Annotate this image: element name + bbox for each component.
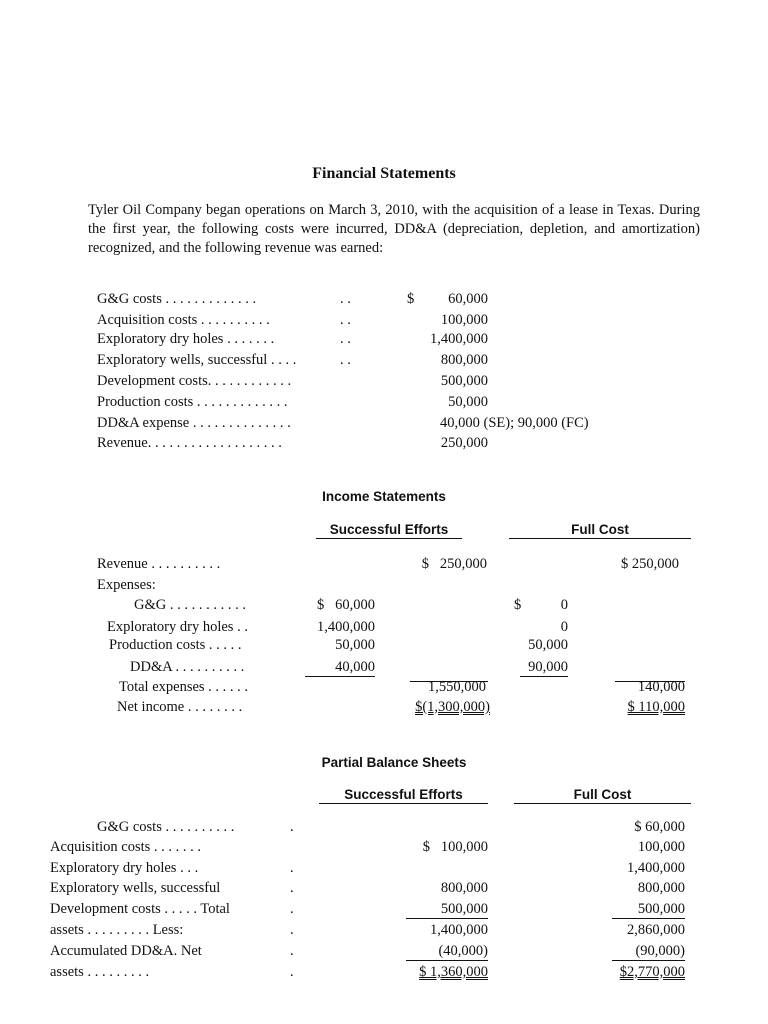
cost-label: Revenue. . . . . . . . . . . . . . . . . . . [97, 435, 282, 451]
total-expenses-fc: 140,000 [637, 679, 685, 695]
expense-fc-dollar: $ [514, 597, 522, 613]
net-income-label: Net income . . . . . . . . [117, 699, 243, 715]
cost-mark: . . [340, 312, 351, 328]
expense-fc: 50,000 [528, 637, 568, 653]
cost-value: 40,000 (SE); 90,000 (FC) [440, 415, 589, 431]
balance-se: $ 1,360,000 [419, 964, 488, 980]
balance-se: 500,000 [440, 901, 488, 917]
revenue-label: Revenue . . . . . . . . . . [97, 556, 221, 572]
expense-se: 40,000 [335, 659, 375, 675]
balance-heading: Partial Balance Sheets [321, 755, 467, 770]
balance-se: $ 100,000 [422, 839, 488, 855]
cost-value: 1,400,000 [430, 331, 488, 347]
income-heading: Income Statements [322, 489, 446, 504]
balance-col-se: Successful Efforts [344, 787, 463, 802]
expenses-label: Expenses: [97, 577, 156, 593]
cost-value: 100,000 [440, 312, 488, 328]
net-income-se: $(1,300,000) [415, 699, 490, 715]
income-col-fc: Full Cost [571, 522, 629, 537]
net-income-fc: $ 110,000 [627, 699, 685, 715]
balance-se: (40,000) [438, 943, 488, 959]
balance-dot: . [290, 943, 294, 959]
balance-fc: 1,400,000 [627, 860, 685, 876]
dev-se-rule [406, 918, 488, 919]
cost-mark: . . [340, 331, 351, 347]
balance-dot: . [290, 880, 294, 896]
total-expenses-se: 1,550,000 [428, 679, 486, 695]
balance-se: 1,400,000 [430, 922, 488, 938]
cost-value: 500,000 [440, 373, 488, 389]
page-title: Financial Statements [312, 165, 456, 182]
expense-fc: 90,000 [528, 659, 568, 675]
balance-label: Exploratory dry holes . . . [50, 860, 199, 876]
expense-fc: 0 [560, 597, 568, 613]
dda-se-rule [305, 676, 375, 677]
balance-fc: 800,000 [637, 880, 685, 896]
cost-label: Exploratory dry holes . . . . . . . [97, 331, 275, 347]
dev-fc-rule [612, 918, 685, 919]
balance-dot: . [290, 901, 294, 917]
cost-label: DD&A expense . . . . . . . . . . . . . . [97, 415, 291, 431]
expense-se: $ 60,000 [317, 597, 375, 613]
cost-label: Production costs . . . . . . . . . . . . . [97, 394, 288, 410]
cost-value: 50,000 [448, 394, 488, 410]
balance-col-se-rule [319, 803, 488, 804]
balance-dot: . [290, 860, 294, 876]
cost-value: 60,000 [448, 291, 488, 307]
revenue-se: $ 250,000 [421, 556, 487, 572]
cost-label: G&G costs . . . . . . . . . . . . . [97, 291, 257, 307]
intro-paragraph: Tyler Oil Company began operations on March 3, 2010, with the acquisition of a lease in Texas. During the first year, the following costs were incurred, DD&A (depreciation, depletion, and amortization) recognized, and the following revenue was earned: [88, 202, 700, 256]
cost-mark: . . [340, 352, 351, 368]
revenue-fc: $ 250,000 [621, 556, 679, 572]
balance-fc: 2,860,000 [627, 922, 685, 938]
cost-value: 250,000 [440, 435, 488, 451]
dda-fc-rule [520, 676, 568, 677]
income-col-se: Successful Efforts [329, 522, 449, 537]
balance-label: assets . . . . . . . . . [50, 964, 150, 980]
balance-fc: $2,770,000 [619, 964, 685, 980]
balance-dot: . [290, 819, 294, 835]
expense-se: 1,400,000 [317, 619, 375, 635]
balance-label: Accumulated DD&A. Net [50, 943, 202, 959]
cost-mark: . . [340, 291, 351, 307]
balance-fc: 100,000 [637, 839, 685, 855]
balance-col-fc: Full Cost [573, 787, 632, 802]
balance-col-fc-rule [514, 803, 691, 804]
balance-dot: . [290, 922, 294, 938]
cost-value: 800,000 [440, 352, 488, 368]
expense-label: Production costs . . . . . [109, 637, 242, 653]
income-col-fc-rule [509, 538, 691, 539]
cost-label: Development costs. . . . . . . . . . . . [97, 373, 292, 389]
balance-fc: 500,000 [637, 901, 685, 917]
balance-dot: . [290, 964, 294, 980]
expense-label: G&G . . . . . . . . . . . [134, 597, 246, 613]
balance-label: assets . . . . . . . . . Less: [50, 922, 184, 938]
balance-se: 800,000 [440, 880, 488, 896]
expense-se: 50,000 [335, 637, 375, 653]
cost-label: Acquisition costs . . . . . . . . . . [97, 312, 270, 328]
total-expenses-label: Total expenses . . . . . . [119, 679, 249, 695]
balance-label: G&G costs . . . . . . . . . . [97, 819, 235, 835]
balance-label: Development costs . . . . . Total [50, 901, 230, 917]
acc-fc-rule [612, 960, 685, 961]
income-col-se-rule [316, 538, 462, 539]
balance-label: Acquisition costs . . . . . . . [50, 839, 202, 855]
expense-fc: 0 [560, 619, 568, 635]
balance-fc: (90,000) [635, 943, 685, 959]
expense-label: DD&A . . . . . . . . . . [130, 659, 245, 675]
acc-se-rule [406, 960, 488, 961]
balance-fc: $ 60,000 [634, 819, 685, 835]
expense-label: Exploratory dry holes . . [107, 619, 248, 635]
cost-label: Exploratory wells, successful . . . . [97, 352, 297, 368]
total-fc-rule [615, 681, 685, 682]
balance-label: Exploratory wells, successful [50, 880, 221, 896]
cost-dollar: $ [407, 291, 415, 307]
total-se-rule [410, 681, 488, 682]
